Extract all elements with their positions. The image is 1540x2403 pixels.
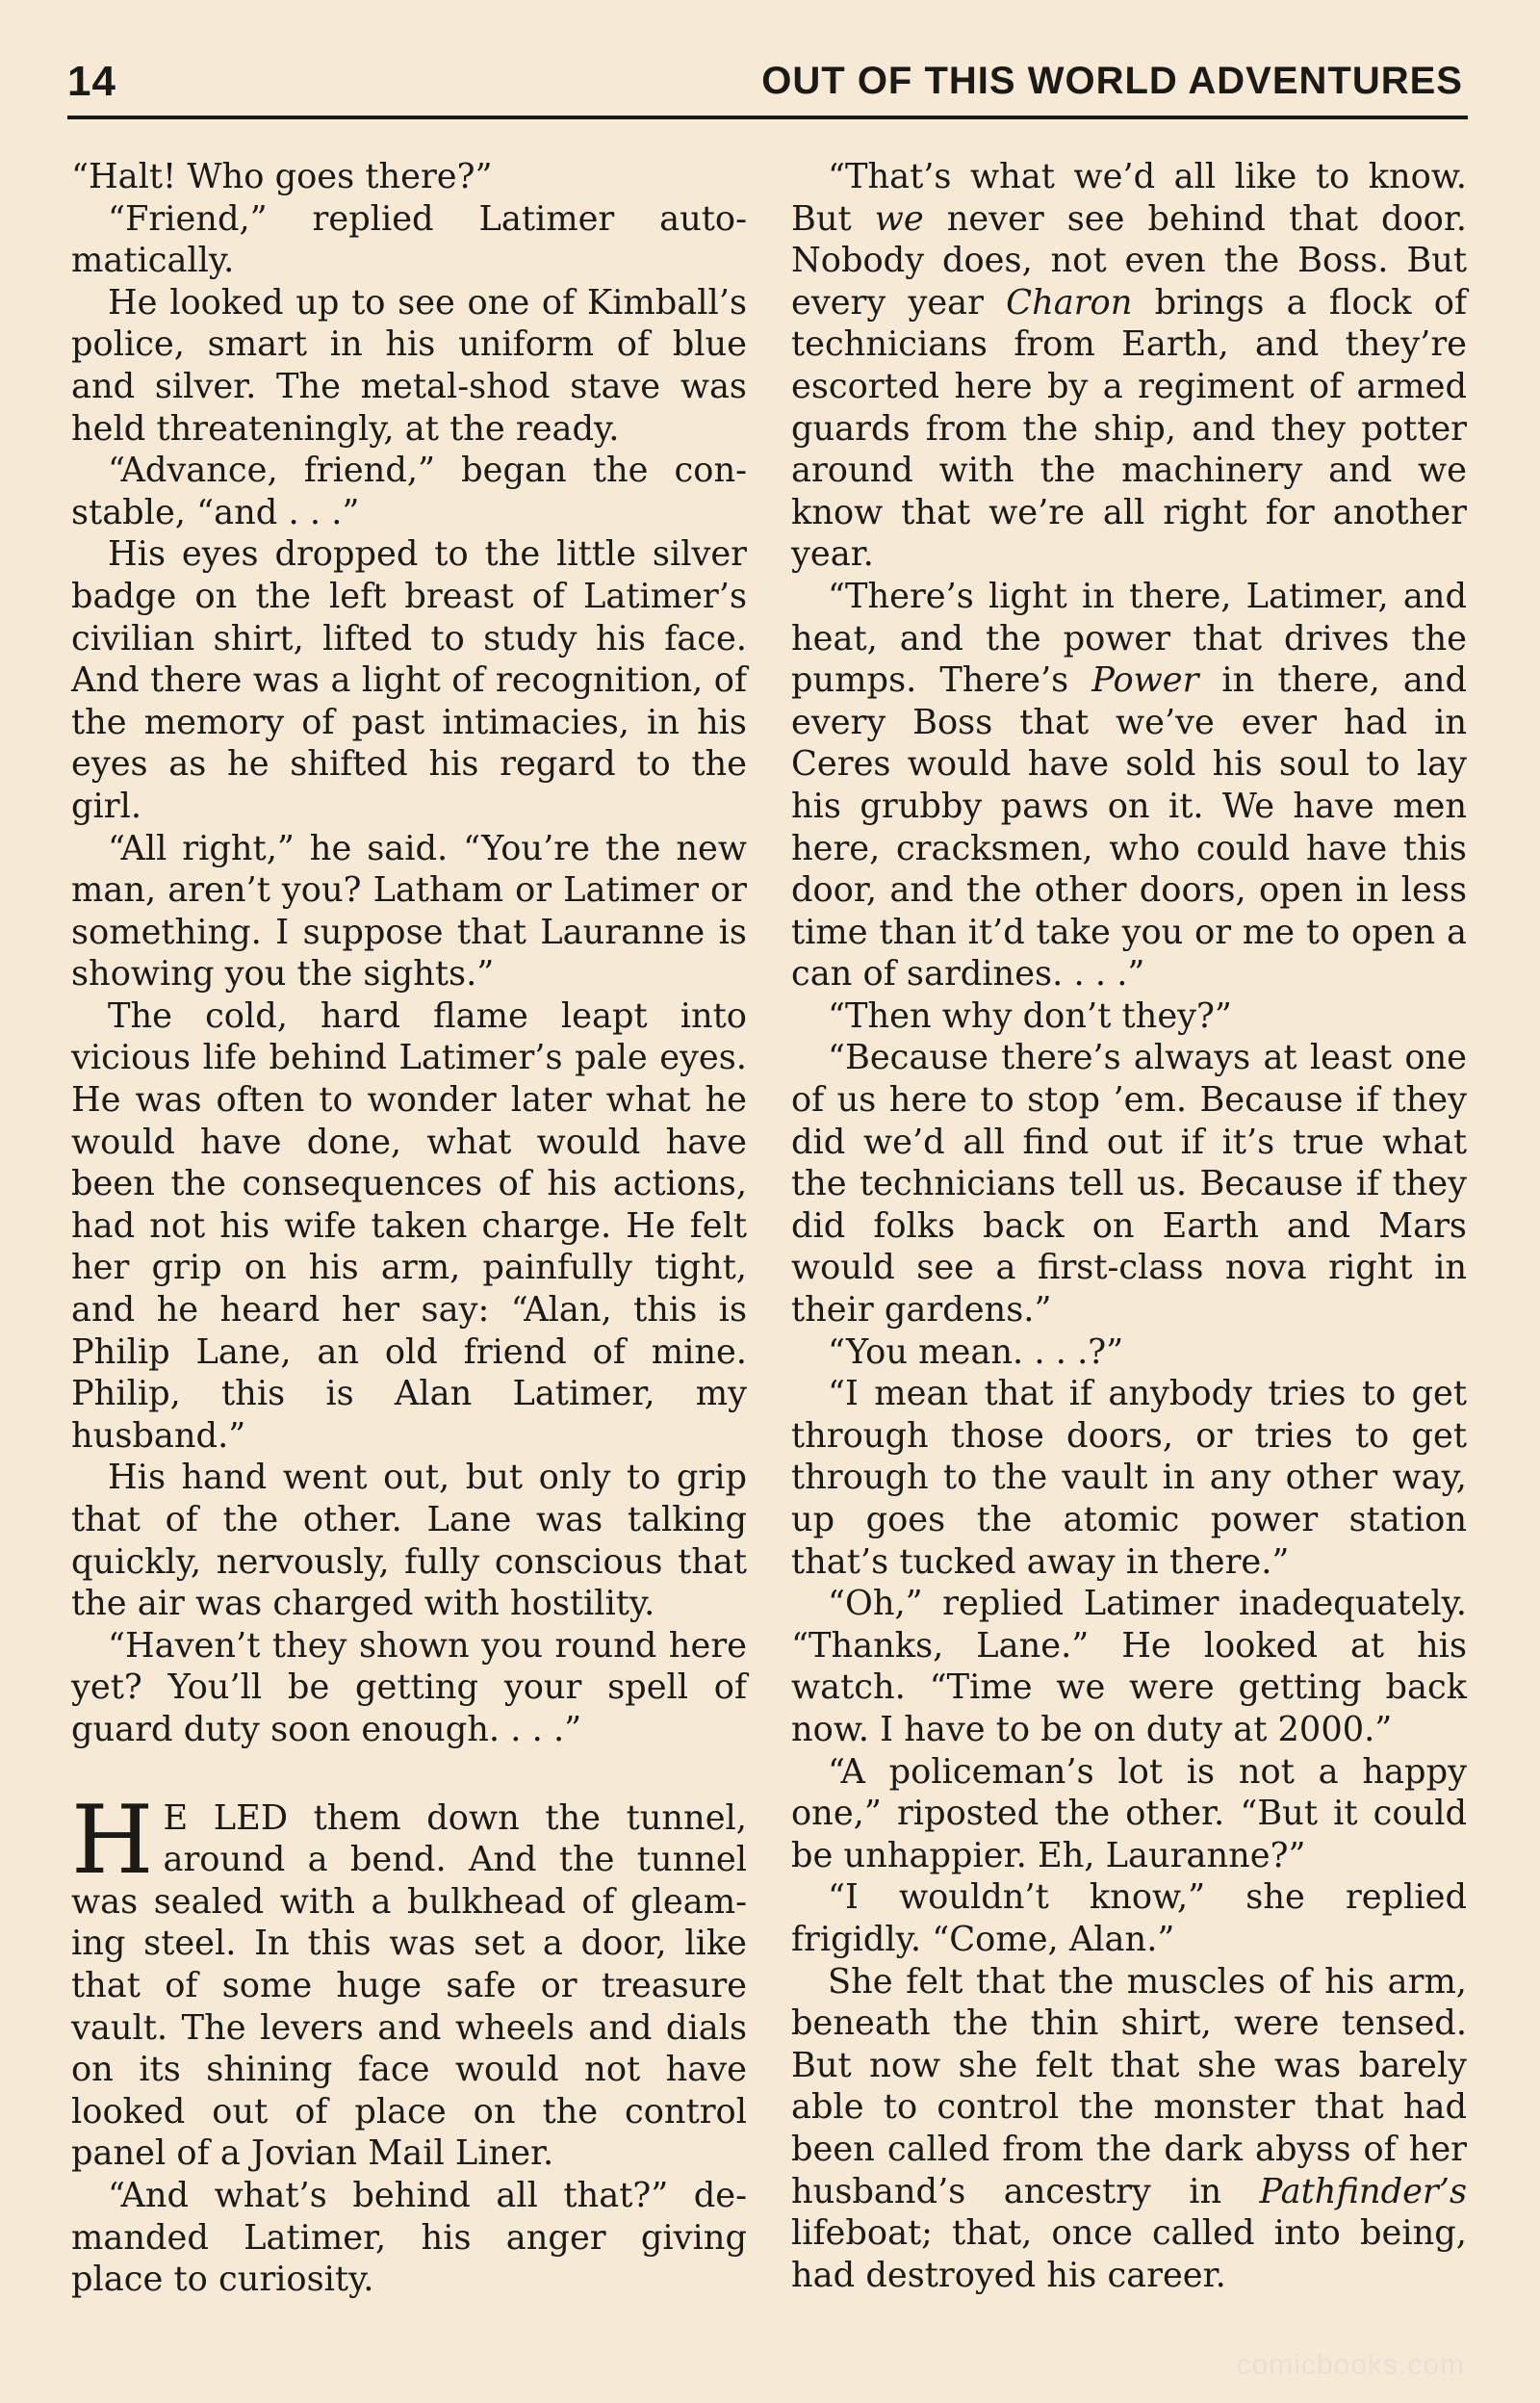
paragraph: The cold, hard flame leapt into vicious life behind Latimer’s pale eyes. He was often to wonder later what he would have done, what would have been the consequences of his actions, had not his wife taken charge. He felt her grip on his arm, painfully tight, and he heard her say: “Alan, this is Philip Lane, an old friend of mine. Philip, this is Alan Latimer, my husband.” bbox=[71, 995, 747, 1456]
section-opening-paragraph bbox=[71, 1785, 747, 2175]
text-run: lifeboat; that, once called into being, had destroyed his career. bbox=[791, 2213, 1467, 2295]
watermark: comicbooks.com bbox=[1236, 2349, 1465, 2381]
paragraph: “Haven’t they shown you round here yet? You’ll be getting your spell of guard duty soon enough. . . .” bbox=[71, 1625, 747, 1749]
paragraph: “I wouldn’t know,” she replied frigidly. “Come, Alan.” bbox=[791, 1877, 1467, 1959]
paragraph: “A policeman’s lot is not a happy one,” riposted the other. “But it could be unhappier. Eh, Lauranne?” bbox=[791, 1751, 1467, 1875]
paragraph: “All right,” he said. “You’re the new man, aren’t you? Latham or Latimer or something. I suppose that Lauranne is showing you the sights.” bbox=[71, 828, 747, 995]
text-run: “There’s light in there, Latimer, and heat, and the power that drives the pumps. There’s bbox=[791, 576, 1467, 701]
paragraph: “Friend,” replied Latimer automatically. bbox=[71, 198, 747, 281]
emphasis: we bbox=[874, 198, 924, 239]
header-rule bbox=[67, 116, 1468, 119]
paragraph: His eyes dropped to the little silver badge on the left breast of Latimer’s civilian shirt, lifted to study his face. And there was a light of recognition, of the memory of past intimacies, in his eyes as he shifted his regard to the girl. bbox=[71, 534, 747, 826]
paragraph: “Advance, friend,” began the constable, “and . . .” bbox=[71, 451, 747, 532]
paragraph: “Because there’s always at least one of us here to stop ’em. Because if they did we’d all find out if it’s true what the technicians tell us. Because if they did folks back on Earth and Mars would see a first-class nova right in their gardens.” bbox=[791, 1038, 1467, 1331]
paragraph: “You mean. . . .?” bbox=[828, 1331, 1124, 1372]
running-title: OUT OF THIS WORLD ADVENTURES bbox=[761, 60, 1463, 102]
paragraph bbox=[791, 156, 1467, 576]
drop-cap: H bbox=[71, 1785, 154, 1896]
text-run: “That’s what we’d all like to know. But bbox=[791, 157, 1467, 239]
ship-name: Charon bbox=[1006, 282, 1133, 323]
right-column bbox=[791, 156, 1467, 2296]
paragraph: “Oh,” replied Latimer inadequately. “Thanks, Lane.” He looked at his watch. “Time we were getting back now. I have to be on duty at 2000.” bbox=[791, 1584, 1467, 1749]
paragraph: “Then why don’t they?” bbox=[828, 995, 1232, 1036]
text-run: never see behind that door. Nobody does, not even the Boss. But every year bbox=[791, 198, 1467, 323]
page-number: 14 bbox=[67, 58, 116, 105]
ship-name: Pathfinder’s bbox=[1259, 2171, 1467, 2211]
paragraph: He looked up to see one of Kimball’s police, smart in his uniform of blue and silver. The metal-shod stave was held threateningly, at the ready. bbox=[71, 282, 747, 449]
paragraph: “Halt! Who goes there?” bbox=[71, 157, 493, 196]
paragraph bbox=[791, 576, 1467, 995]
paragraph: His hand went out, but only to grip that of the other. Lane was talking quickly, nervously, fully conscious that the air was charged with hostility. bbox=[71, 1458, 747, 1624]
paragraph bbox=[791, 1961, 1467, 2297]
left-column bbox=[71, 156, 747, 2301]
text-run: She felt that the muscles of his arm, beneath the thin shirt, were tensed. But now she felt that she was barely able to control the monster that had been called from the dark abyss of her husband’s ancestry in bbox=[791, 1961, 1467, 2211]
text-run: brings a flock of technicians from Earth, and they’re escorted here by a regiment of armed guards from the ship, and they potter around with the machinery and we know that we’re all right for another year. bbox=[791, 282, 1467, 575]
section-opening-text: E LED them down the tunnel, around a bend. And the tunnel was sealed with a bulkhead of gleaming steel. In this was set a door, like that of some huge safe or treasure vault. The levers and wheels and dials on its shining face would not have looked out of place on the control panel of a Jovian Mail Liner. bbox=[71, 1797, 747, 2174]
paragraph: “And what’s behind all that?” demanded Latimer, his anger giving place to curiosity. bbox=[71, 2175, 747, 2300]
paragraph: “I mean that if anybody tries to get through those doors, or tries to get through to the vault in any other way, up goes the atomic power station that’s tucked away in there.” bbox=[791, 1374, 1467, 1582]
emphasis: Power bbox=[1091, 660, 1199, 701]
text-run: in there, and every Boss that we’ve ever had in Ceres would have sold his soul to lay his grubby paws on it. We have men here, cracksmen, who could have this door, and the other doors, open in less time than it’d take you or me to open a can of sardines. . . .” bbox=[791, 660, 1467, 995]
page-header bbox=[67, 58, 1463, 116]
